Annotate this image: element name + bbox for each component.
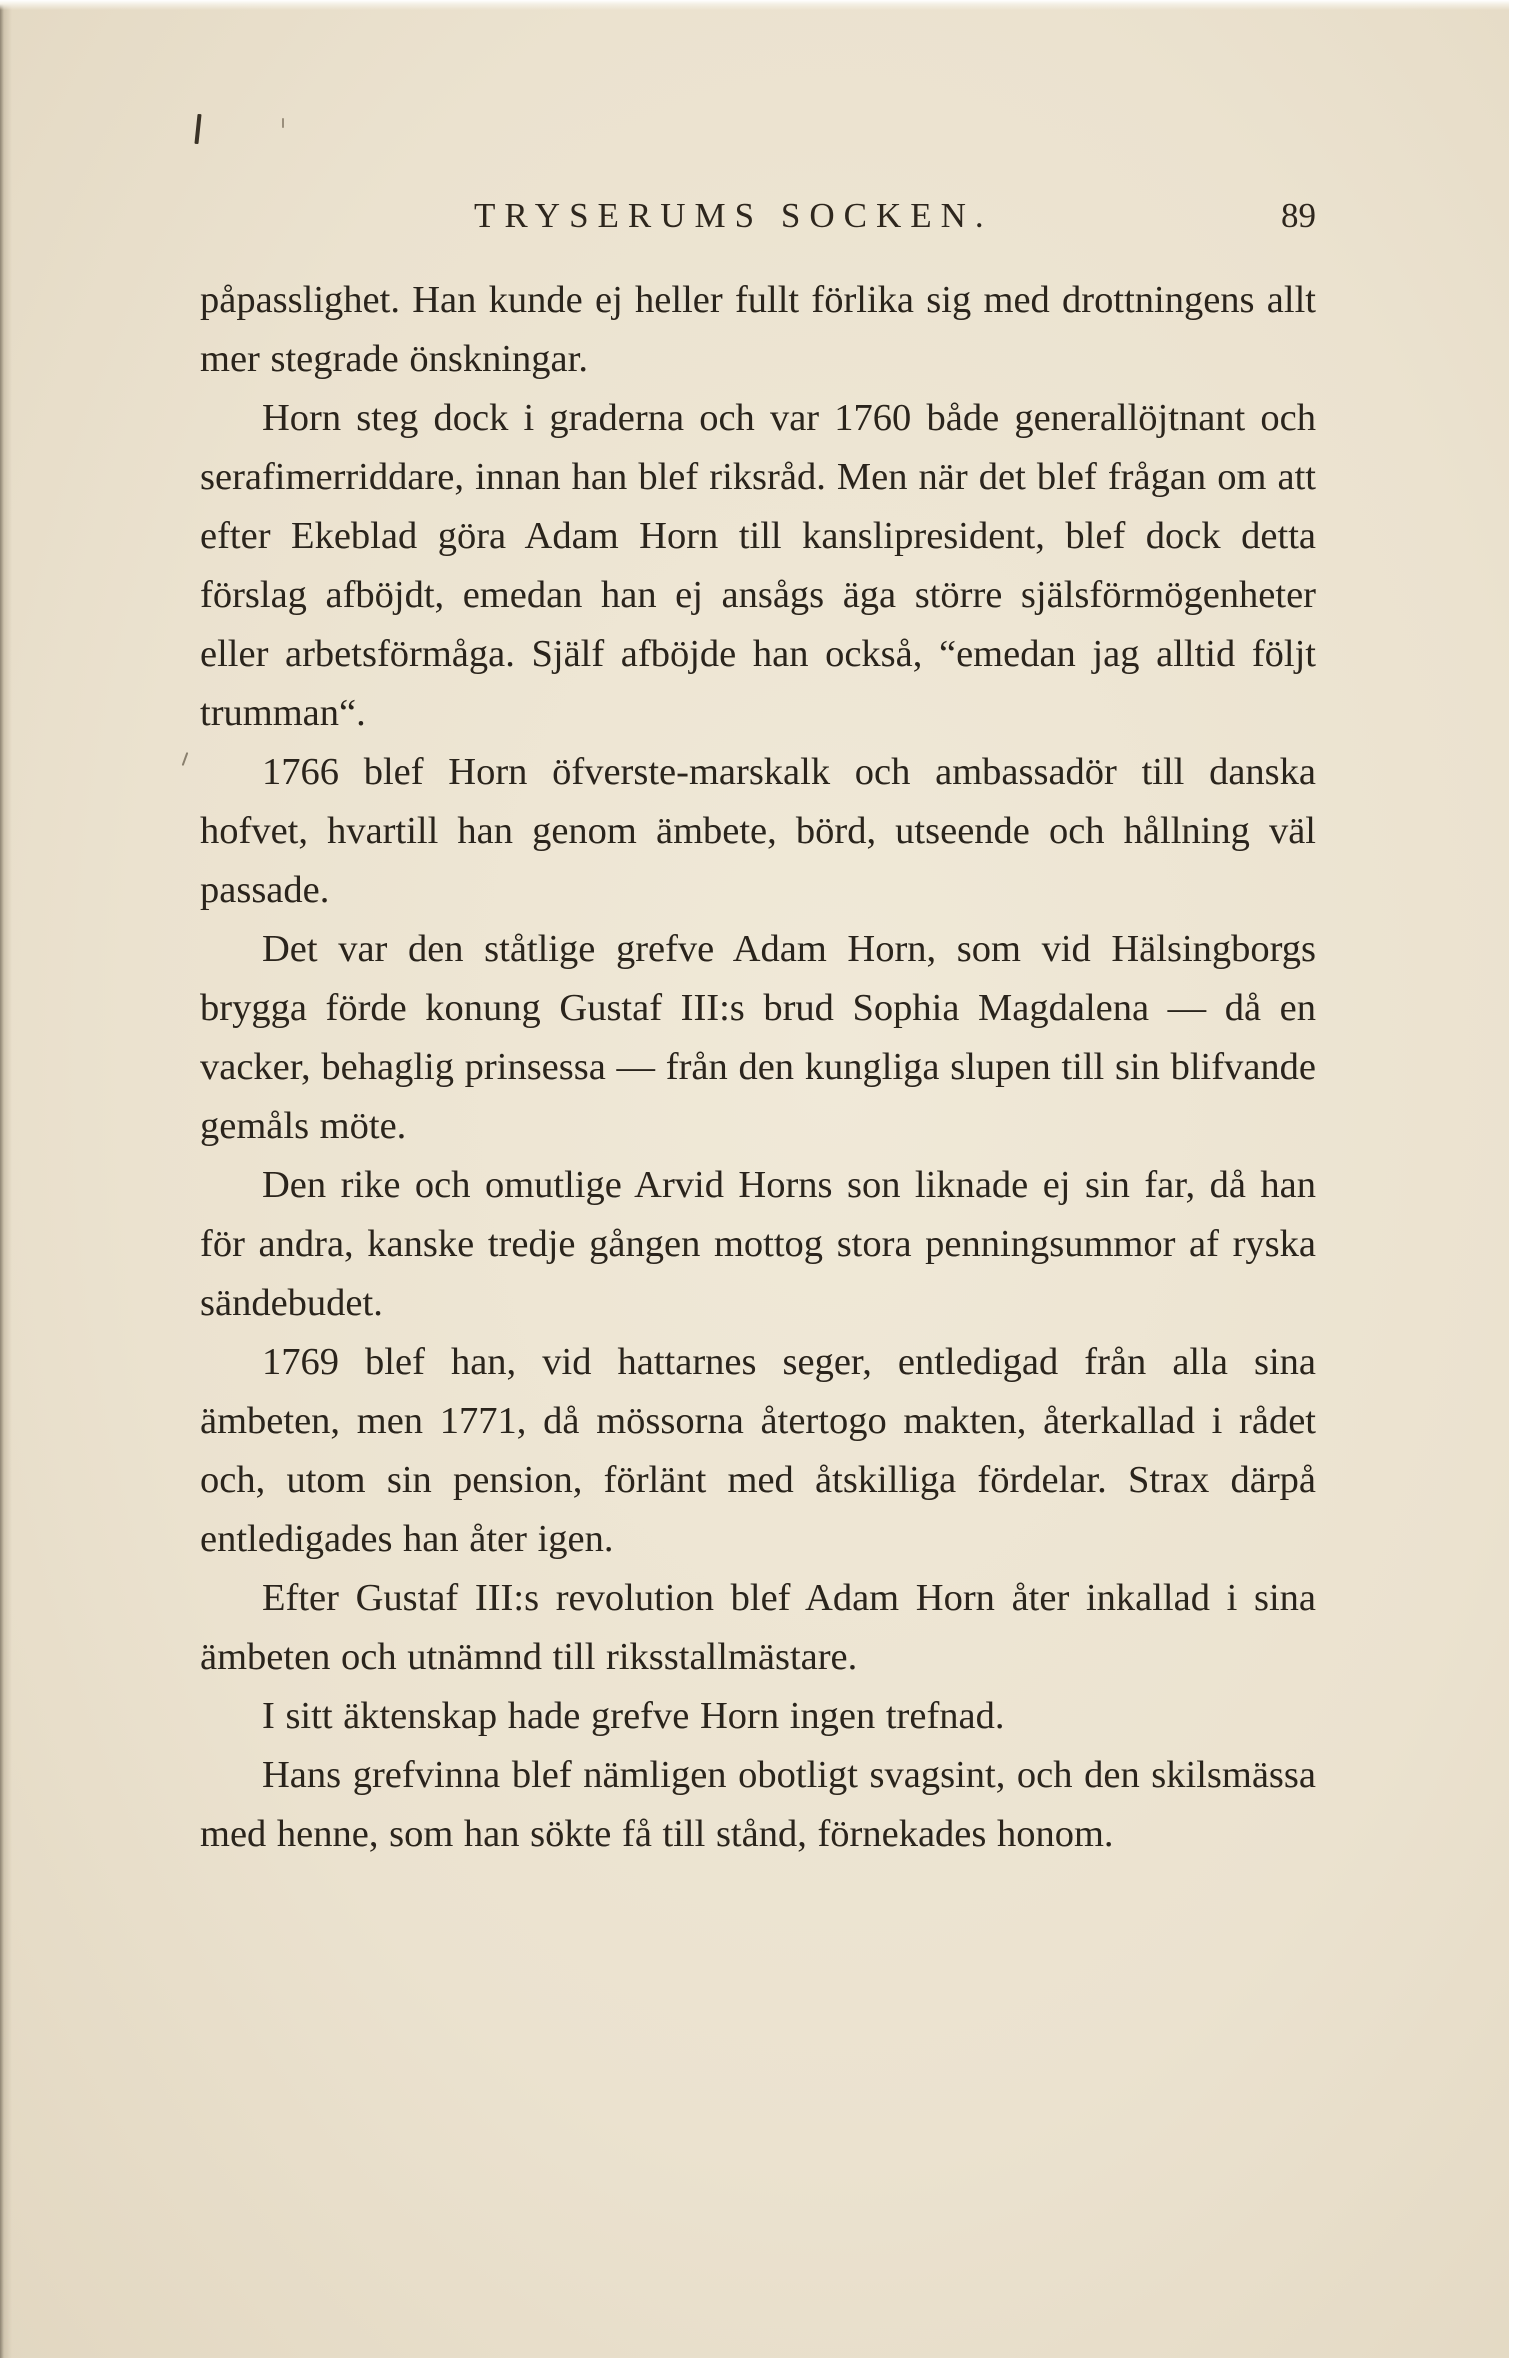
- paragraph: I sitt äktenskap hade grefve Horn ingen trefnad.: [262, 1695, 1005, 1737]
- page-edge-left: [0, 0, 12, 2358]
- page-edge-top: [0, 0, 1513, 10]
- paragraph: Horn steg dock i graderna och var 1760 både generallöjtnant och serafimerriddare, innan han blef riksråd. Men när det blef frågan om att efter Ekeblad göra Adam Horn till kanslipresident, blef dock detta förslag afböjdt, emedan han ej ansågs äga större själsförmögenheter eller arbetsförmåga. Själf afböjde han också, “emedan jag alltid följt trumman“.: [200, 397, 1316, 734]
- body-text: [200, 271, 1316, 1864]
- paragraph: 1766 blef Horn öfverste-marskalk och ambassadör till danska hofvet, hvartill han genom ämbete, börd, utseende och hållning väl passade.: [200, 751, 1316, 911]
- paragraph: 1769 blef han, vid hattarnes seger, entledigad från alla sina ämbeten, men 1771, då mössorna återtogo makten, återkallad i rådet och, utom sin pension, förlänt med åtskilliga fördelar. Strax därpå entledigades han åter igen.: [200, 1341, 1316, 1560]
- paragraph: Efter Gustaf III:s revolution blef Adam Horn åter inkallad i sina ämbeten och utnämnd till riksstallmästare.: [200, 1577, 1316, 1678]
- ink-mark: [182, 752, 189, 766]
- paragraph: påpasslighet. Han kunde ej heller fullt förlika sig med drottningens allt mer stegrade önskningar.: [200, 279, 1316, 380]
- running-title: TRYSERUMS SOCKEN.: [474, 196, 993, 235]
- paragraph: Det var den ståtlige grefve Adam Horn, som vid Hälsingborgs brygga förde konung Gustaf III:s brud Sophia Magdalena — då en vacker, behaglig prinsessa — från den kungliga slupen till sin blifvande gemåls möte.: [200, 928, 1316, 1147]
- page-edge-right: [1509, 0, 1513, 2358]
- page-header: [200, 196, 1316, 246]
- paragraph: Den rike och omutlige Arvid Horns son liknade ej sin far, då han för andra, kanske tredje gången mottog stora penningsummor af ryska sändebudet.: [200, 1164, 1316, 1324]
- page-number: 89: [1281, 196, 1316, 235]
- paragraph: Hans grefvinna blef nämligen obotligt svagsint, och den skilsmässa med henne, som han sökte få till stånd, förnekades honom.: [200, 1754, 1316, 1855]
- ink-mark: [194, 114, 201, 144]
- ink-mark: [282, 118, 284, 128]
